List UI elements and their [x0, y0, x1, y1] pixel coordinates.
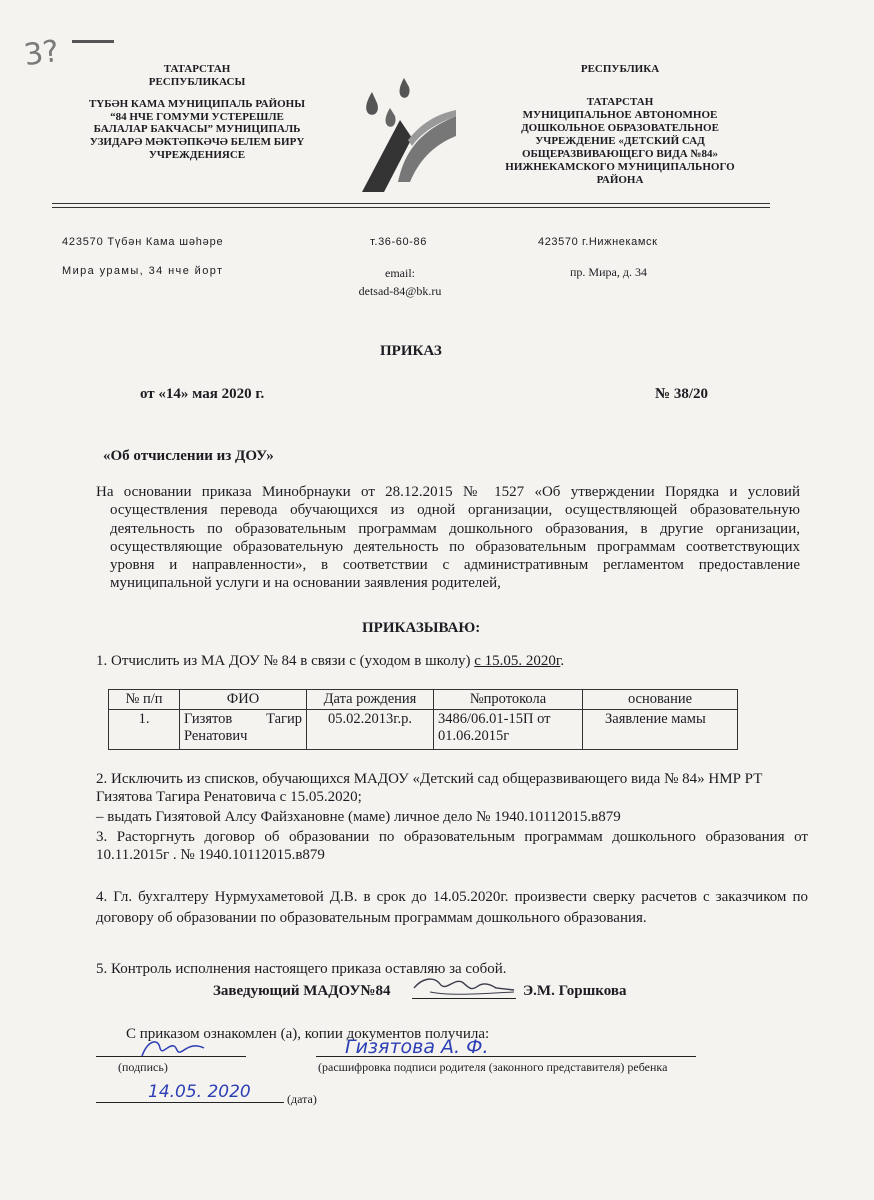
sign-line: [96, 1056, 246, 1057]
header-left-line4: “84 НЧЕ ГОМУМИ УСТЕРЕШЛЕ: [110, 110, 284, 123]
head-signature-line: [412, 998, 516, 999]
pencil-stroke: [72, 40, 114, 43]
table-cell: 05.02.2013г.р.: [307, 710, 434, 750]
header-left-line2: РЕСПУБЛИКАСЫ: [148, 75, 246, 88]
head-signature: [410, 972, 520, 1000]
table-cell: 3486/06.01-15П от 01.06.2015г: [434, 710, 583, 750]
preamble: [96, 483, 800, 593]
item-1: [96, 652, 564, 670]
phone: т.36-60-86: [370, 236, 427, 248]
right-street: пр. Мира, д. 34: [570, 265, 647, 279]
date-line: [96, 1102, 284, 1103]
left-postcode: 423570 Түбән Кама шәһәре: [62, 236, 224, 248]
item-2: 2. Исключить из списков, обучающихся МАДОУ «Детский сад общеразвивающего вида № 84» НМР РТ Гизятова Тагира Ренатовича с 15.05.2020;: [96, 771, 763, 805]
item-1-end: .: [560, 653, 565, 669]
header-right-line6: ОБЩЕРАЗВИВАЮЩЕГО ВИДА №84»: [521, 148, 719, 160]
item-4: 4. Гл. бухгалтеру Нурмухаметовой Д.В. в срок до 14.05.2020г. произвести сверку расчетов с заказчиком по договору об образовании по образовательным программам дошкольного образования.: [96, 889, 808, 926]
acquainted-text: С приказом ознакомлен (а), копии документов получила:: [126, 1026, 490, 1042]
header-right-line2: ТАТАРСТАН: [586, 96, 654, 108]
header-right-line5: УЧРЕЖДЕНИЕ «ДЕТСКИЙ САД: [535, 135, 705, 147]
head-name: Э.М. Горшкова: [523, 983, 627, 999]
header-right-line8: РАЙОНА: [596, 174, 644, 186]
header-right-line4: ДОШКОЛЬНОЕ ОБРАЗОВАТЕЛЬНОЕ: [521, 122, 719, 134]
item-2b: – выдать Гизятовой Алсу Файзхановне (маме) личное дело № 1940.10112015.в879: [96, 809, 621, 825]
table-header-cell: основание: [583, 690, 738, 710]
decode-label: (расшифровка подписи родителя (законного представителя) ребенка: [318, 1060, 668, 1074]
order-date: от «14» мая 2020 г.: [140, 386, 265, 402]
header-left: [52, 63, 342, 161]
table-cell: Заявление мамы: [583, 710, 738, 750]
table-header-row: [109, 690, 738, 710]
header-right-line3: МУНИЦИПАЛЬНОЕ АВТОНОМНОЕ: [522, 109, 718, 121]
sign-label: (подпись): [118, 1060, 168, 1074]
date-label: (дата): [287, 1092, 317, 1106]
email-label: email:: [385, 266, 415, 280]
date-handwritten: 14.05. 2020: [148, 1082, 251, 1102]
table-row: [109, 710, 738, 750]
header-divider-bottom: [52, 207, 770, 208]
kindergarten-logo: [352, 70, 462, 195]
table-header-cell: Дата рождения: [307, 690, 434, 710]
students-table: [108, 689, 738, 750]
header-divider-top: [52, 203, 770, 204]
preamble-text: На основании приказа Минобрнауки от 28.12.2015 № 1527 «Об утверждении Порядка и условий осуществления перевода обучающихся из одной организации, осуществляющей образовательную деятельность по образовательным программам дошкольного образования, в другие организации, осуществляющие образовательную деятельность по образовательным программам соответствующих уровня и направленности», в соответствии с административным регламентом предоставление муниципальной услуги и на основании заявления родителей,: [96, 484, 800, 592]
item-3: 3. Расторгнуть договор об образовании по образовательным программам дошкольного образования от 10.11.2015г . № 1940.10112015.в879: [96, 829, 808, 863]
left-street: Мира урамы, 34 нче йорт: [62, 265, 224, 277]
table-cell: 1.: [109, 710, 180, 750]
table-cell: Гизятов Тагир Ренатович: [180, 710, 307, 750]
email-address: detsad-84@bk.ru: [358, 284, 442, 298]
table-header-cell: № п/п: [109, 690, 180, 710]
head-title: Заведующий МАДОУ№84: [213, 983, 391, 999]
order-word: ПРИКАЗЫВАЮ:: [362, 620, 481, 636]
header-left-line3: ТҮБӘН КАМА МУНИЦИПАЛЬ РАЙОНЫ: [88, 98, 306, 111]
header-left-line1: ТАТАРСТАН: [163, 63, 231, 75]
header-right: [480, 63, 760, 187]
parent-name-handwritten: Гизятова А. Ф.: [345, 1036, 489, 1058]
table-header-cell: ФИО: [180, 690, 307, 710]
header-right-line7: НИЖНЕКАМСКОГО МУНИЦИПАЛЬНОГО: [505, 161, 735, 173]
order-title: ПРИКАЗ: [380, 343, 442, 359]
right-postcode: 423570 г.Нижнекамск: [538, 236, 658, 248]
order-number: № 38/20: [655, 386, 708, 402]
parent-signature: [138, 1036, 208, 1062]
header-left-line5: БАЛАЛАР БАКЧАСЫ” МУНИЦИПАЛЬ: [93, 123, 301, 136]
table-header-cell: №протокола: [434, 690, 583, 710]
item-1-date: с 15.05. 2020г: [474, 653, 561, 669]
pencil-annotation: 3?: [21, 33, 62, 74]
decode-line: [316, 1056, 696, 1057]
header-right-line1: РЕСПУБЛИКА: [580, 63, 660, 75]
header-left-line7: УЧРЕЖДЕНИЯСЕ: [148, 148, 246, 161]
header-left-line6: УЗИДАРӘ МӘКТӘПКӘЧӘ БЕЛЕМ БИРҮ: [89, 135, 305, 148]
item-5: 5. Контроль исполнения настоящего приказа оставляю за собой.: [96, 961, 507, 977]
order-subject: «Об отчислении из ДОУ»: [103, 448, 274, 464]
item-1-text: 1. Отчислить из МА ДОУ № 84 в связи с (уходом в школу): [96, 653, 475, 669]
